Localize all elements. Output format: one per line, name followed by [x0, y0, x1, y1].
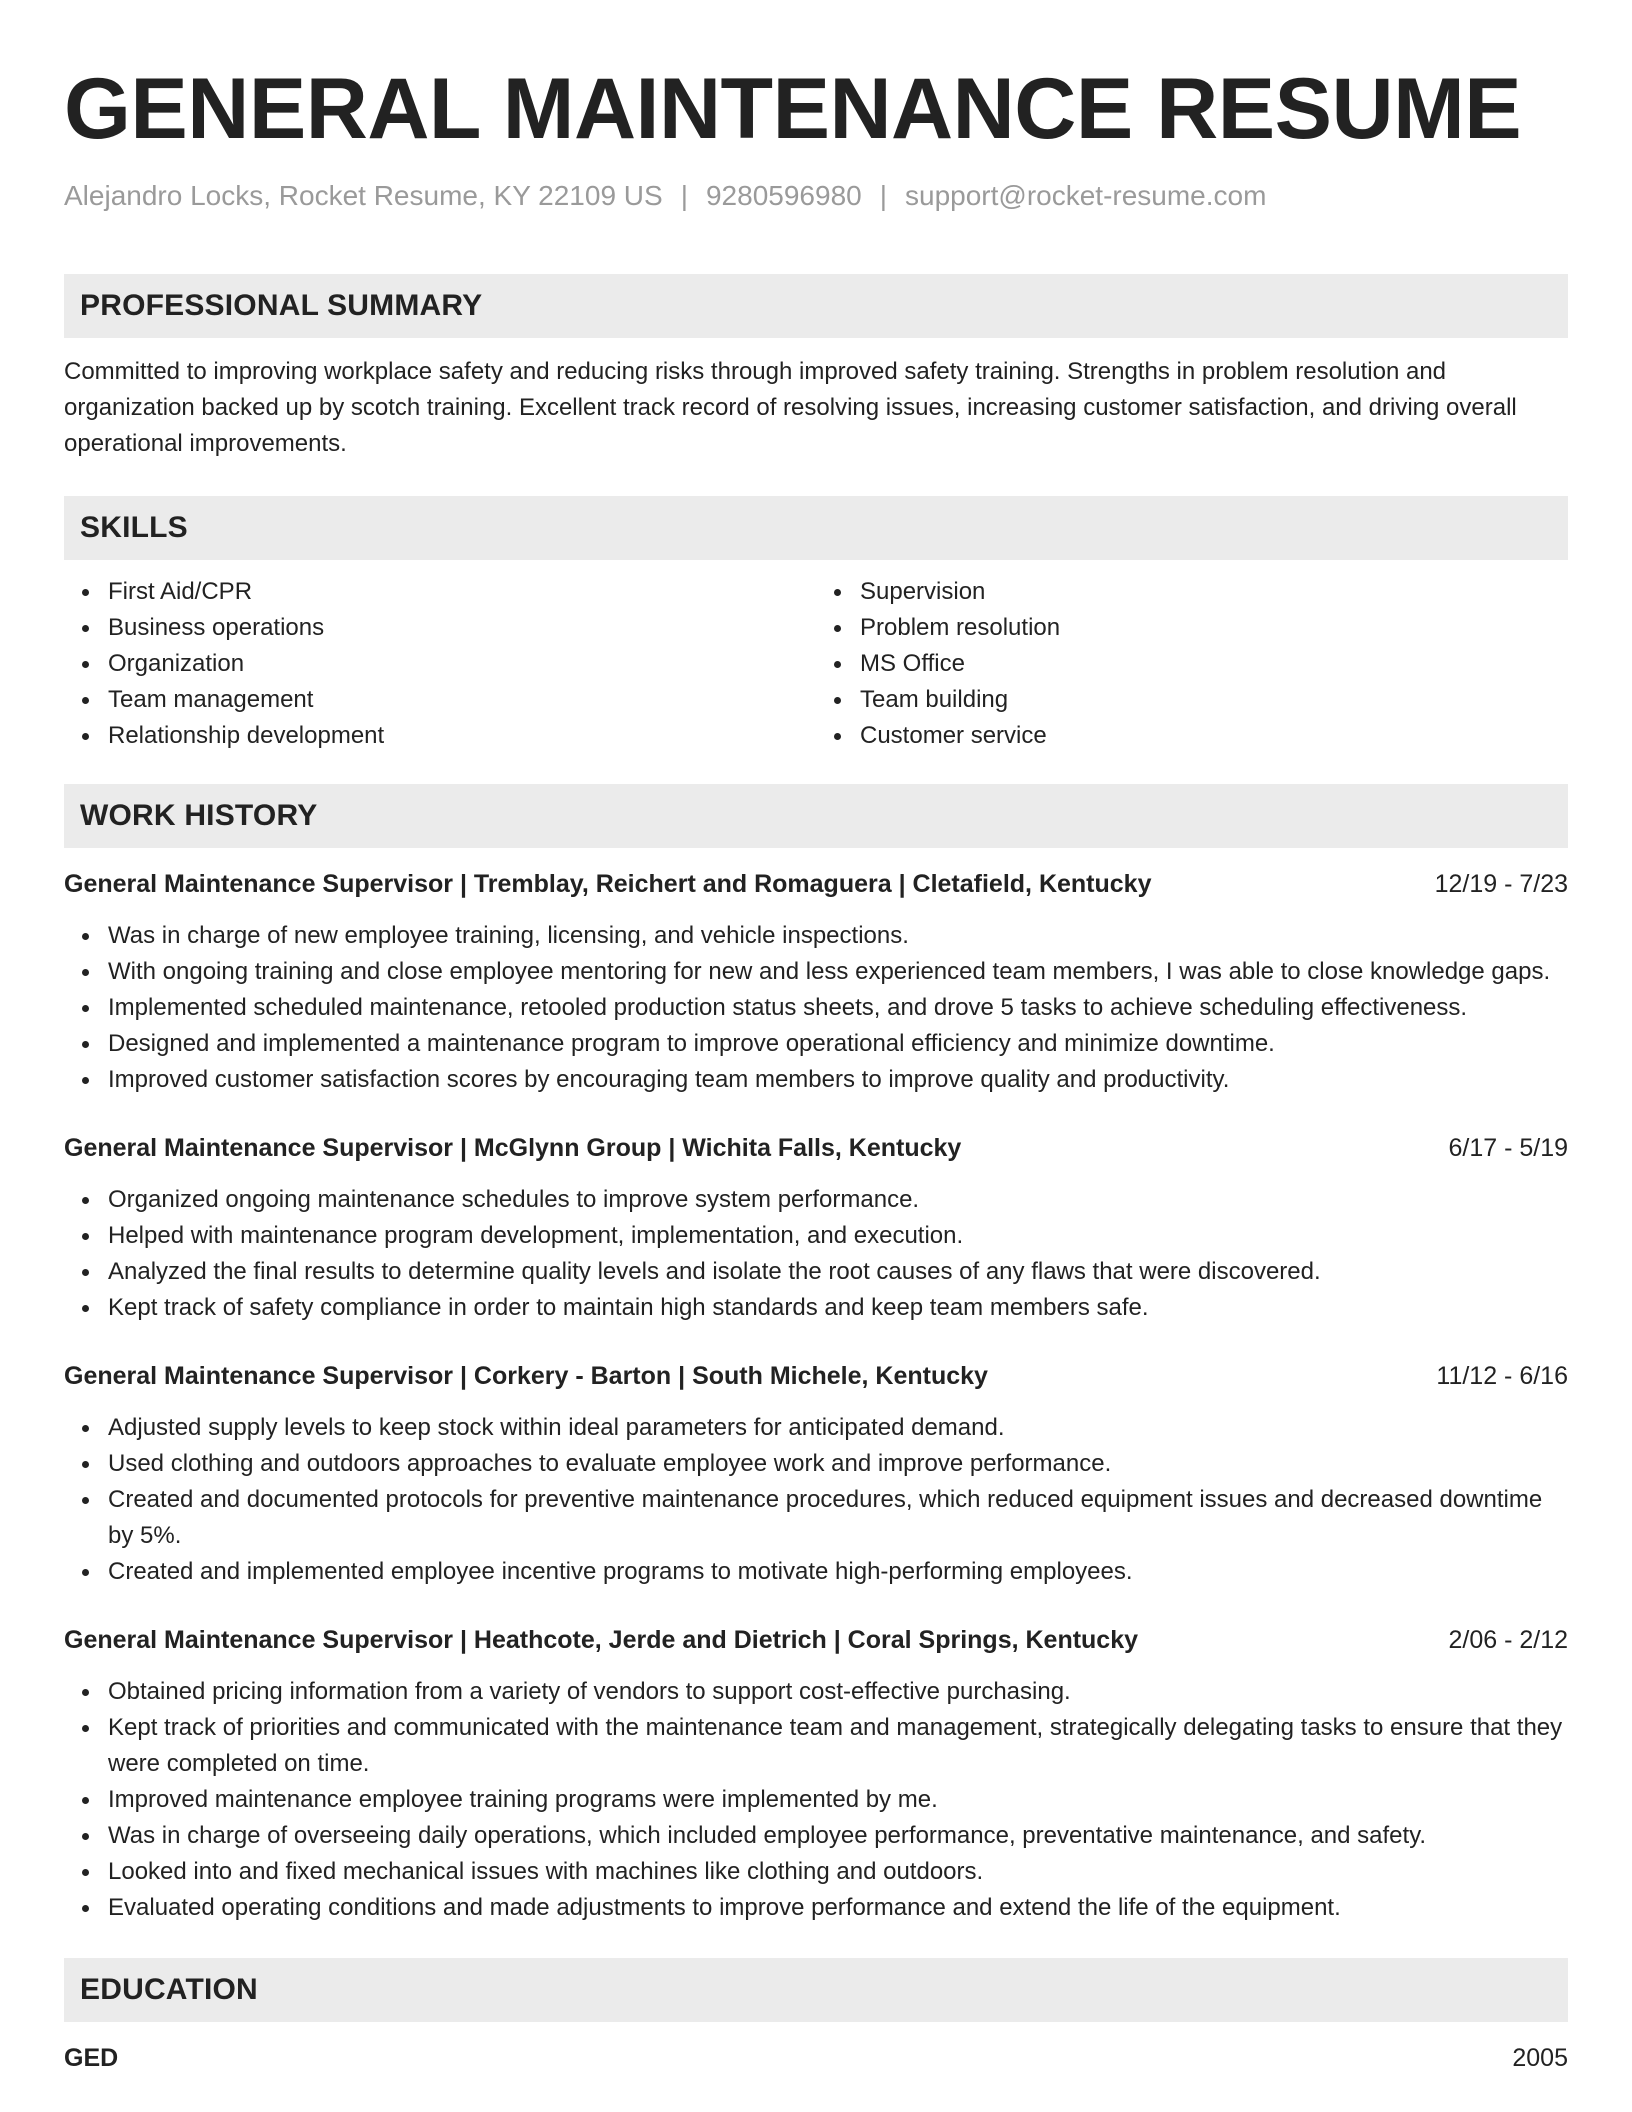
job-entry	[64, 1622, 1568, 1926]
job-title: General Maintenance Supervisor | Heathcote, Jerde and Dietrich | Coral Springs, Kentucky	[64, 1626, 1139, 1654]
job-bullet: With ongoing training and close employee mentoring for new and less experienced team members, I was able to close knowledge gaps.	[108, 954, 1568, 990]
skill-item: Business operations	[108, 610, 816, 646]
job-bullet: Created and implemented employee incentive programs to motivate high-performing employees.	[108, 1554, 1568, 1590]
job-bullet: Kept track of priorities and communicated with the maintenance team and management, strategically delegating tasks to ensure that they were completed on time.	[108, 1710, 1568, 1782]
job-title: General Maintenance Supervisor | Corkery - Barton | South Michele, Kentucky	[64, 1362, 988, 1390]
job-dates: 2/06 - 2/12	[1448, 1626, 1568, 1654]
job-header	[64, 1358, 1568, 1394]
skill-item: Team building	[860, 682, 1568, 718]
job-bullet: Was in charge of new employee training, licensing, and vehicle inspections.	[108, 918, 1568, 954]
education-year: 2005	[1512, 2044, 1568, 2072]
summary-text: Committed to improving workplace safety and reducing risks through improved safety training. Strengths in problem resolution and organization backed up by scotch training. Excellent track record of resolving issues, increasing customer satisfaction, and driving overall operational improvements.	[64, 358, 1517, 457]
section-header-summary: PROFESSIONAL SUMMARY	[64, 274, 1568, 338]
job-bullet: Improved customer satisfaction scores by encouraging team members to improve quality and productivity.	[108, 1062, 1568, 1098]
skill-item: Customer service	[860, 718, 1568, 754]
contact-separator: |	[680, 180, 688, 211]
skill-item: First Aid/CPR	[108, 574, 816, 610]
job-bullet: Evaluated operating conditions and made adjustments to improve performance and extend the life of the equipment.	[108, 1890, 1568, 1926]
section-header-education: EDUCATION	[64, 1958, 1568, 2022]
job-bullet: Created and documented protocols for preventive maintenance procedures, which reduced equipment issues and decreased downtime by 5%.	[108, 1482, 1568, 1554]
contact-line	[64, 180, 1568, 212]
job-header	[64, 866, 1568, 902]
education-entry	[64, 2040, 1568, 2076]
job-bullet: Organized ongoing maintenance schedules to improve system performance.	[108, 1182, 1568, 1218]
education-degree: GED	[64, 2044, 119, 2072]
job-bullet: Kept track of safety compliance in order to maintain high standards and keep team members safe.	[108, 1290, 1568, 1326]
job-bullet: Looked into and fixed mechanical issues with machines like clothing and outdoors.	[108, 1854, 1568, 1890]
contact-phone: 9280596980	[705, 180, 862, 211]
job-bullet: Used clothing and outdoors approaches to evaluate employee work and improve performance.	[108, 1446, 1568, 1482]
section-header-skills: SKILLS	[64, 496, 1568, 560]
job-dates: 12/19 - 7/23	[1434, 870, 1568, 898]
job-title: General Maintenance Supervisor | Tremblay, Reichert and Romaguera | Cletafield, Kentucky	[64, 870, 1152, 898]
job-bullets	[64, 918, 1568, 1098]
section-header-work-history: WORK HISTORY	[64, 784, 1568, 848]
skill-item: Team management	[108, 682, 816, 718]
skills-column-left	[64, 574, 816, 754]
job-bullet: Was in charge of overseeing daily operations, which included employee performance, preventative maintenance, and safety.	[108, 1818, 1568, 1854]
job-bullet: Analyzed the final results to determine quality levels and isolate the root causes of any flaws that were discovered.	[108, 1254, 1568, 1290]
job-bullets	[64, 1674, 1568, 1926]
page-title: GENERAL MAINTENANCE RESUME	[64, 61, 1522, 157]
job-bullet: Helped with maintenance program development, implementation, and execution.	[108, 1218, 1568, 1254]
job-entry	[64, 1358, 1568, 1590]
skill-item: Problem resolution	[860, 610, 1568, 646]
job-dates: 6/17 - 5/19	[1448, 1134, 1568, 1162]
job-dates: 11/12 - 6/16	[1436, 1362, 1568, 1390]
job-bullet: Obtained pricing information from a variety of vendors to support cost-effective purchasing.	[108, 1674, 1568, 1710]
job-bullet: Improved maintenance employee training programs were implemented by me.	[108, 1782, 1568, 1818]
skills-column-right	[816, 574, 1568, 754]
job-entry	[64, 1130, 1568, 1326]
skill-item: Supervision	[860, 574, 1568, 610]
contact-separator: |	[879, 180, 887, 211]
job-entry	[64, 866, 1568, 1098]
contact-address: Alejandro Locks, Rocket Resume, KY 22109 US	[64, 180, 663, 211]
contact-email: support@rocket-resume.com	[905, 180, 1267, 211]
job-header	[64, 1130, 1568, 1166]
skill-item: MS Office	[860, 646, 1568, 682]
job-bullet: Implemented scheduled maintenance, retooled production status sheets, and drove 5 tasks to achieve scheduling effectiveness.	[108, 990, 1568, 1026]
skill-item: Relationship development	[108, 718, 816, 754]
job-header	[64, 1622, 1568, 1658]
job-bullet: Designed and implemented a maintenance program to improve operational efficiency and minimize downtime.	[108, 1026, 1568, 1062]
job-title: General Maintenance Supervisor | McGlynn Group | Wichita Falls, Kentucky	[64, 1134, 962, 1162]
job-bullet: Adjusted supply levels to keep stock within ideal parameters for anticipated demand.	[108, 1410, 1568, 1446]
skill-item: Organization	[108, 646, 816, 682]
job-bullets	[64, 1182, 1568, 1326]
job-bullets	[64, 1410, 1568, 1590]
skills-list	[64, 574, 1568, 754]
